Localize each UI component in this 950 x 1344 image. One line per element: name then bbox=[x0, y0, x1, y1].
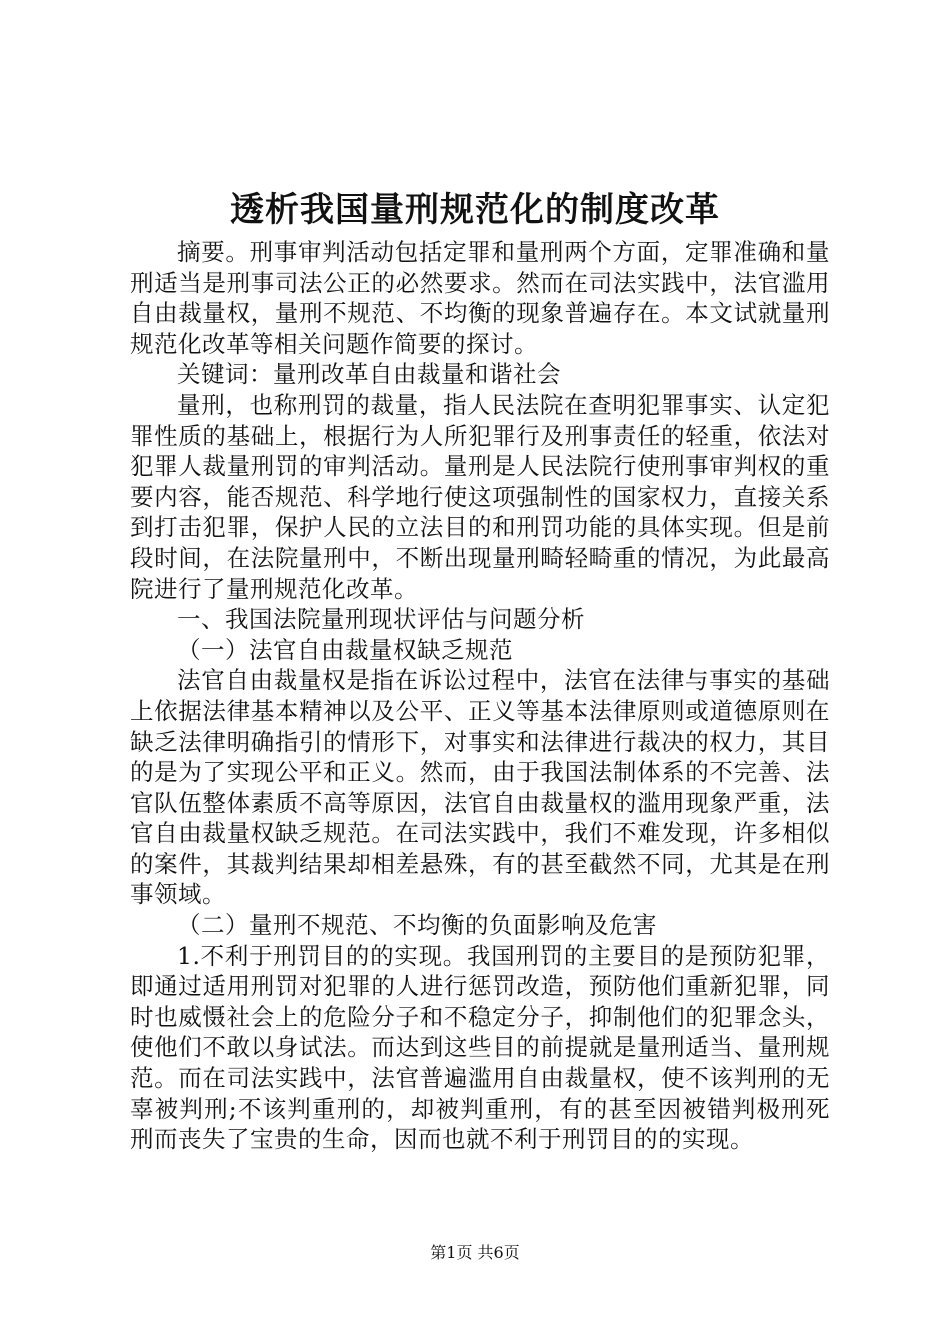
subsection-heading: （二）量刑不规范、不均衡的负面影响及危害 bbox=[177, 911, 657, 940]
section-heading: 一、我国法院量刑现状评估与问题分析 bbox=[177, 605, 585, 634]
abstract-paragraph: 摘要。刑事审判活动包括定罪和量刑两个方面，定罪准确和量刑适当是刑事司法公正的必然要求。然而在司法实践中，法官滥用自由裁量权，量刑不规范、不均衡的现象普遍存在。本文试就量刑规范化改革等相关问题作简要的探讨。 bbox=[130, 238, 830, 358]
body-paragraph: 1.不利于刑罚目的的实现。我国刑罚的主要目的是预防犯罪，即通过适用刑罚对犯罪的人进行惩罚改造，预防他们重新犯罪，同时也威慑社会上的危险分子和不稳定分子，抑制他们的犯罪念头，使他们不敢以身试法。而达到这些目的前提就是量刑适当、量刑规范。而在司法实践中，法官普遍滥用自由裁量权，使不该判刑的无辜被判刑;不该判重刑的，却被判重刑，有的甚至因被错判极刑死刑而丧失了宝贵的生命，因而也就不利于刑罚目的的实现。 bbox=[130, 941, 830, 1154]
keywords-paragraph: 关键词：量刑改革自由裁量和谐社会 bbox=[177, 360, 561, 389]
subsection-heading: （一）法官自由裁量权缺乏规范 bbox=[177, 635, 513, 664]
document-title: 透析我国量刑规范化的制度改革 bbox=[230, 190, 720, 230]
page-number-footer: 第1页 共6页 bbox=[430, 1243, 520, 1262]
document-body bbox=[130, 237, 830, 1155]
intro-paragraph: 量刑，也称刑罚的裁量，指人民法院在查明犯罪事实、认定犯罪性质的基础上，根据行为人所犯罪行及刑事责任的轻重，依法对犯罪人裁量刑罚的审判活动。量刑是人民法院行使刑事审判权的重要内容，能否规范、科学地行使这项强制性的国家权力，直接关系到打击犯罪，保护人民的立法目的和刑罚功能的具体实现。但是前段时间，在法院量刑中，不断出现量刑畸轻畸重的情况，为此最高院进行了量刑规范化改革。 bbox=[130, 390, 830, 603]
body-paragraph: 法官自由裁量权是指在诉讼过程中，法官在法律与事实的基础上依据法律基本精神以及公平、正义等基本法律原则或道德原则在缺乏法律明确指引的情形下，对事实和法律进行裁决的权力，其目的是为了实现公平和正义。然而，由于我国法制体系的不完善、法官队伍整体素质不高等原因，法官自由裁量权的滥用现象严重，法官自由裁量权缺乏规范。在司法实践中，我们不难发现，许多相似的案件，其裁判结果却相差悬殊，有的甚至截然不同，尤其是在刑事领域。 bbox=[130, 666, 830, 909]
